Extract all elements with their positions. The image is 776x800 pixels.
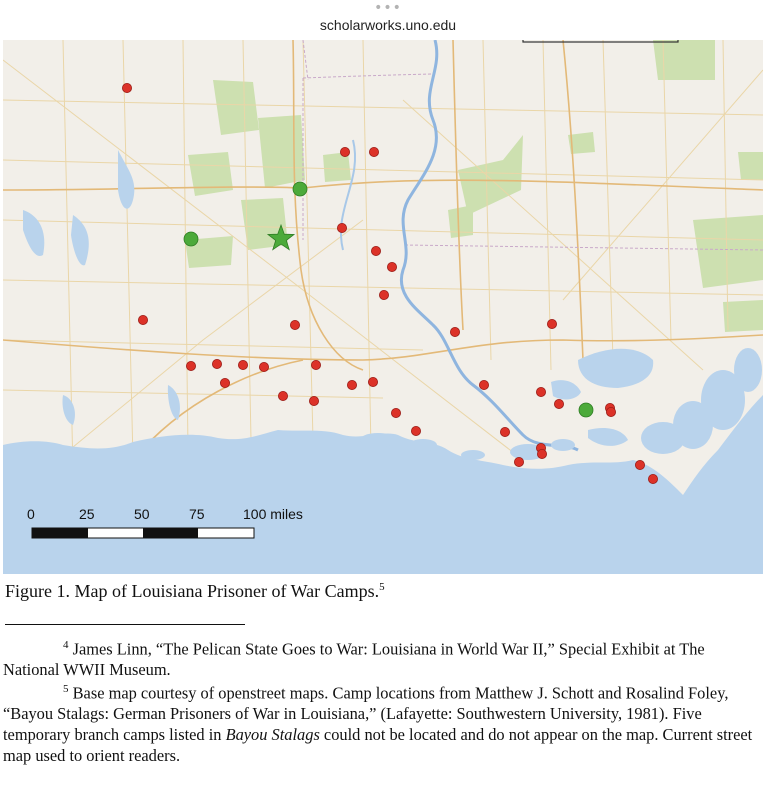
footnote-5-text-a: Base map courtesy of openstreet maps. Camp locations from Matthew J. Schott and Rosalind Foley, “Bayou Stalags: German Prisoners of War in Louisiana,” (Lafayette: Southwestern University, 1981). Five temporary branch camps listed in bbox=[3, 683, 729, 745]
footnote-5-number: 5 bbox=[63, 683, 69, 695]
camp-marker-red[interactable] bbox=[347, 380, 356, 389]
camp-marker-red[interactable] bbox=[311, 360, 320, 369]
camp-marker-red[interactable] bbox=[290, 320, 299, 329]
scale-bar bbox=[32, 528, 254, 538]
caption-footnote-ref[interactable]: 5 bbox=[379, 581, 385, 593]
camp-marker-red[interactable] bbox=[547, 319, 556, 328]
camp-marker-red[interactable] bbox=[387, 262, 396, 271]
camp-marker-red[interactable] bbox=[635, 460, 644, 469]
scale-label-0: 0 bbox=[27, 506, 35, 522]
figure-caption bbox=[5, 581, 385, 602]
footnote-4 bbox=[3, 635, 765, 680]
camp-marker-green[interactable] bbox=[184, 232, 198, 246]
footnote-4-number: 4 bbox=[63, 639, 69, 651]
camp-marker-red[interactable] bbox=[411, 426, 420, 435]
camp-marker-red[interactable] bbox=[186, 361, 195, 370]
footnote-divider bbox=[5, 624, 245, 625]
footnote-5-text-b: could not be located and do not appear on the map. Current street map used to orient readers. bbox=[3, 725, 753, 766]
camp-marker-red[interactable] bbox=[554, 399, 563, 408]
camp-marker-red[interactable] bbox=[138, 315, 147, 324]
camp-marker-red[interactable] bbox=[259, 362, 268, 371]
browser-top-bar bbox=[0, 0, 776, 40]
camp-marker-red[interactable] bbox=[537, 449, 546, 458]
camp-marker-red[interactable] bbox=[278, 391, 287, 400]
camp-marker-red[interactable] bbox=[238, 360, 247, 369]
camp-marker-red[interactable] bbox=[391, 408, 400, 417]
camp-marker-red[interactable] bbox=[220, 378, 229, 387]
scale-label-50: 50 bbox=[134, 506, 150, 522]
caption-text: Figure 1. Map of Louisiana Prisoner of War Camps. bbox=[5, 581, 380, 601]
camp-marker-red[interactable] bbox=[450, 327, 459, 336]
footnote-5 bbox=[3, 679, 765, 766]
camp-marker-red[interactable] bbox=[337, 223, 346, 232]
camp-marker-red[interactable] bbox=[340, 147, 349, 156]
tab-overview-dots-icon[interactable]: ••• bbox=[374, 0, 402, 16]
camp-marker-green[interactable] bbox=[579, 403, 593, 417]
camp-marker-red[interactable] bbox=[368, 377, 377, 386]
scale-label-100-miles: 100 miles bbox=[243, 506, 303, 522]
footnote-4-text: James Linn, “The Pelican State Goes to War: Louisiana in World War II,” Special Exhibit at The National WWII Museum. bbox=[3, 639, 705, 680]
camp-marker-red[interactable] bbox=[122, 83, 131, 92]
camp-marker-red[interactable] bbox=[371, 246, 380, 255]
louisiana-pow-camps-map bbox=[3, 40, 763, 574]
address-bar-url[interactable]: scholarworks.uno.edu bbox=[319, 17, 457, 33]
camp-marker-red[interactable] bbox=[536, 387, 545, 396]
camp-marker-red[interactable] bbox=[500, 427, 509, 436]
footnote-5-book-title: Bayou Stalags bbox=[225, 725, 320, 745]
camp-marker-red[interactable] bbox=[309, 396, 318, 405]
scale-label-75: 75 bbox=[189, 506, 205, 522]
camp-marker-green[interactable] bbox=[293, 182, 307, 196]
camp-marker-red[interactable] bbox=[606, 407, 615, 416]
camp-marker-red[interactable] bbox=[648, 474, 657, 483]
camp-marker-red[interactable] bbox=[212, 359, 221, 368]
camp-marker-red[interactable] bbox=[379, 290, 388, 299]
camp-marker-red[interactable] bbox=[514, 457, 523, 466]
scale-label-25: 25 bbox=[79, 506, 95, 522]
camp-marker-red[interactable] bbox=[369, 147, 378, 156]
camp-marker-red[interactable] bbox=[479, 380, 488, 389]
